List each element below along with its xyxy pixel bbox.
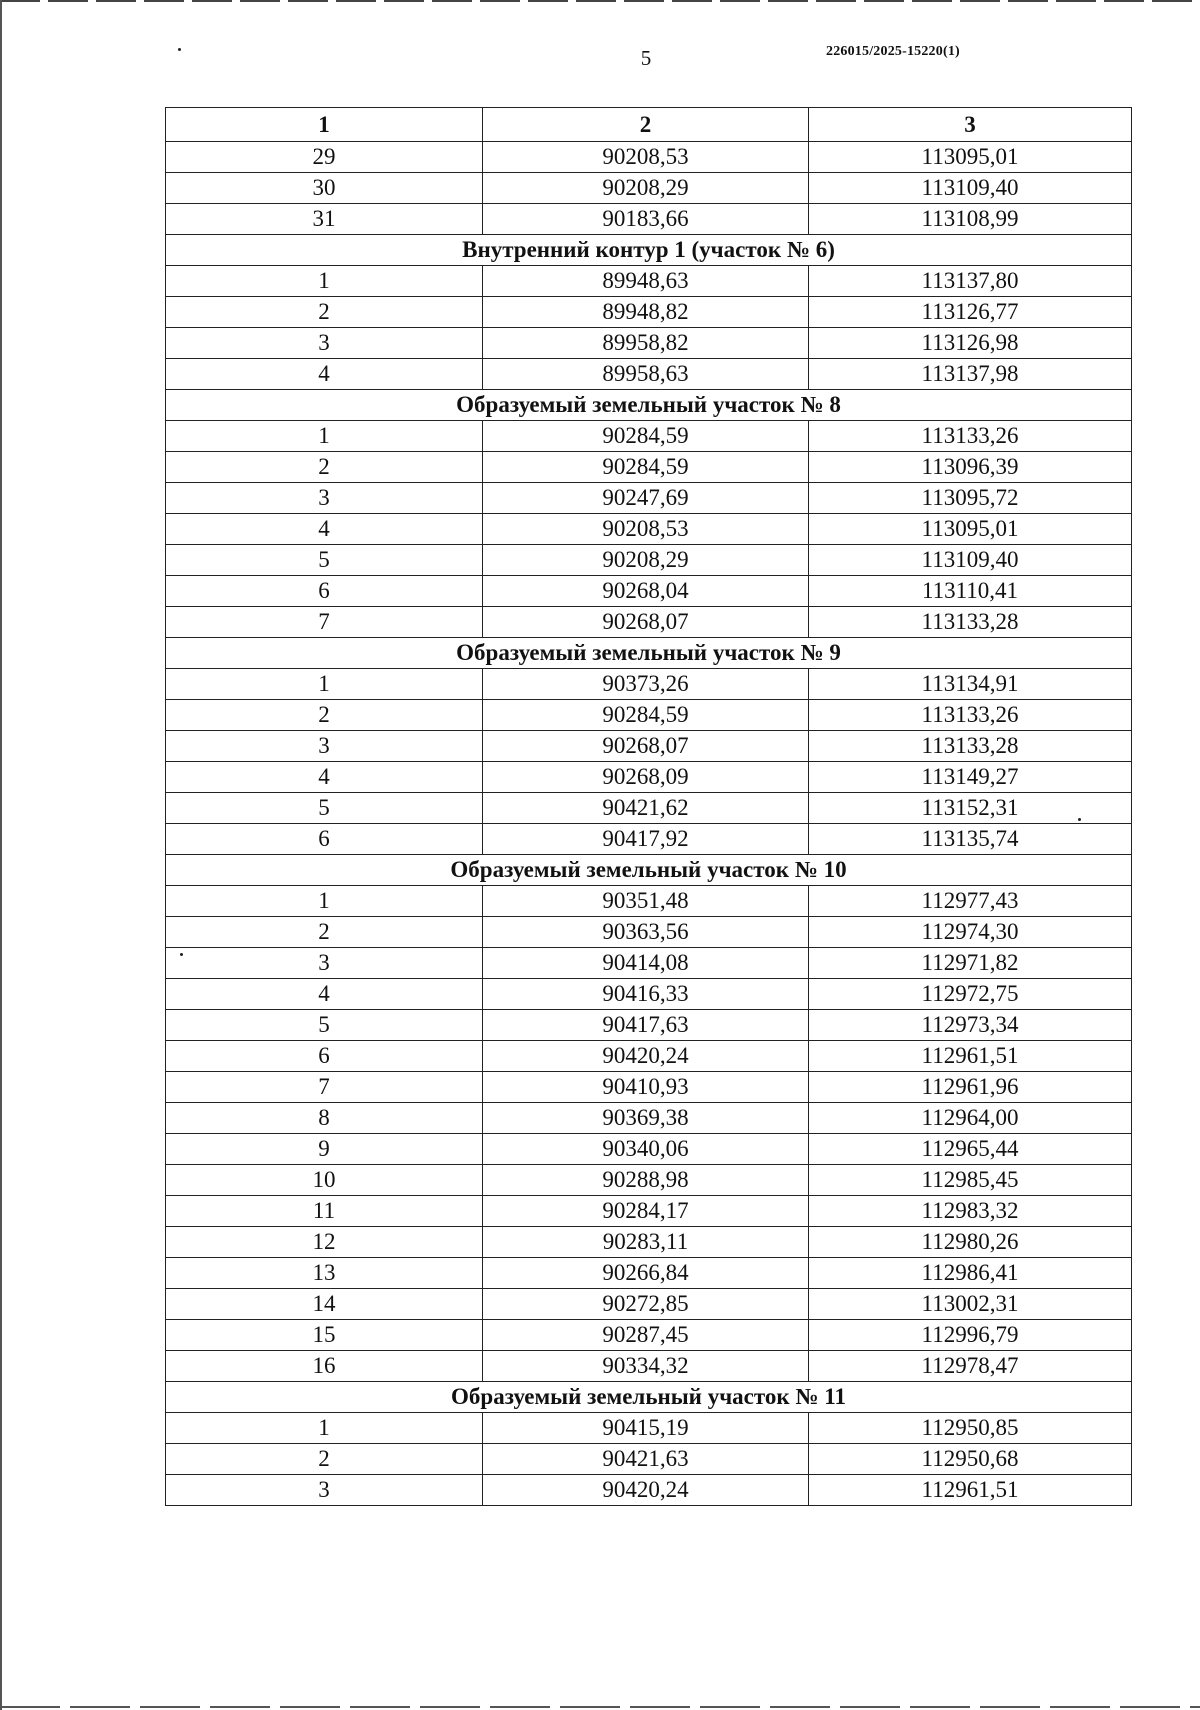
- table-row: [166, 1165, 1132, 1196]
- point-number-cell: 31: [166, 204, 483, 235]
- point-number-cell: 6: [166, 1041, 483, 1072]
- x-coordinate-cell: 89948,82: [483, 297, 809, 328]
- coordinates-table-body: [166, 108, 1132, 1506]
- point-number-cell: 15: [166, 1320, 483, 1351]
- x-coordinate-cell: 89958,63: [483, 359, 809, 390]
- column-header: 1: [166, 108, 483, 142]
- x-coordinate-cell: 90284,59: [483, 452, 809, 483]
- point-number-cell: 5: [166, 1010, 483, 1041]
- x-coordinate-cell: 90340,06: [483, 1134, 809, 1165]
- y-coordinate-cell: 113137,80: [809, 266, 1132, 297]
- table-row: [166, 421, 1132, 452]
- document-reference: 226015/2025-15220(1): [826, 44, 960, 59]
- point-number-cell: 13: [166, 1258, 483, 1289]
- y-coordinate-cell: 112961,96: [809, 1072, 1132, 1103]
- table-row: [166, 1196, 1132, 1227]
- table-row: [166, 328, 1132, 359]
- point-number-cell: 5: [166, 793, 483, 824]
- scan-left-edge: [0, 0, 2, 1710]
- page-number: 5: [640, 46, 652, 70]
- section-title-row: [166, 855, 1132, 886]
- table-row: [166, 1258, 1132, 1289]
- table-row: [166, 576, 1132, 607]
- table-row: [166, 1444, 1132, 1475]
- section-title-row: [166, 638, 1132, 669]
- x-coordinate-cell: 90415,19: [483, 1413, 809, 1444]
- y-coordinate-cell: 112996,79: [809, 1320, 1132, 1351]
- point-number-cell: 6: [166, 824, 483, 855]
- y-coordinate-cell: 112980,26: [809, 1227, 1132, 1258]
- x-coordinate-cell: 90417,92: [483, 824, 809, 855]
- x-coordinate-cell: 90369,38: [483, 1103, 809, 1134]
- y-coordinate-cell: 112964,00: [809, 1103, 1132, 1134]
- y-coordinate-cell: 113152,31: [809, 793, 1132, 824]
- x-coordinate-cell: 90421,62: [483, 793, 809, 824]
- y-coordinate-cell: 113095,01: [809, 514, 1132, 545]
- column-header: 2: [483, 108, 809, 142]
- point-number-cell: 4: [166, 514, 483, 545]
- y-coordinate-cell: 113126,98: [809, 328, 1132, 359]
- table-header-row: [166, 108, 1132, 142]
- y-coordinate-cell: 113126,77: [809, 297, 1132, 328]
- x-coordinate-cell: 90208,29: [483, 545, 809, 576]
- table-row: [166, 204, 1132, 235]
- table-row: [166, 607, 1132, 638]
- x-coordinate-cell: 90272,85: [483, 1289, 809, 1320]
- point-number-cell: 2: [166, 452, 483, 483]
- point-number-cell: 3: [166, 731, 483, 762]
- x-coordinate-cell: 90183,66: [483, 204, 809, 235]
- x-coordinate-cell: 89958,82: [483, 328, 809, 359]
- y-coordinate-cell: 113134,91: [809, 669, 1132, 700]
- y-coordinate-cell: 112950,68: [809, 1444, 1132, 1475]
- point-number-cell: 1: [166, 421, 483, 452]
- point-number-cell: 16: [166, 1351, 483, 1382]
- y-coordinate-cell: 112977,43: [809, 886, 1132, 917]
- section-title-row: [166, 235, 1132, 266]
- scan-bottom-edge: [0, 1706, 1200, 1708]
- table-row: [166, 886, 1132, 917]
- coordinates-table: [165, 107, 1132, 1506]
- x-coordinate-cell: 90268,07: [483, 731, 809, 762]
- y-coordinate-cell: 113133,26: [809, 700, 1132, 731]
- x-coordinate-cell: 90420,24: [483, 1475, 809, 1506]
- table-row: [166, 824, 1132, 855]
- table-row: [166, 1475, 1132, 1506]
- y-coordinate-cell: 112950,85: [809, 1413, 1132, 1444]
- table-row: [166, 1041, 1132, 1072]
- y-coordinate-cell: 112978,47: [809, 1351, 1132, 1382]
- table-row: [166, 173, 1132, 204]
- y-coordinate-cell: 113133,28: [809, 607, 1132, 638]
- table-row: [166, 297, 1132, 328]
- x-coordinate-cell: 90417,63: [483, 1010, 809, 1041]
- table-row: [166, 762, 1132, 793]
- y-coordinate-cell: 112961,51: [809, 1475, 1132, 1506]
- section-title: Образуемый земельный участок № 11: [166, 1382, 1132, 1413]
- y-coordinate-cell: 112973,34: [809, 1010, 1132, 1041]
- y-coordinate-cell: 112972,75: [809, 979, 1132, 1010]
- table-row: [166, 1320, 1132, 1351]
- x-coordinate-cell: 90420,24: [483, 1041, 809, 1072]
- y-coordinate-cell: 113137,98: [809, 359, 1132, 390]
- y-coordinate-cell: 113133,26: [809, 421, 1132, 452]
- table-row: [166, 483, 1132, 514]
- point-number-cell: 10: [166, 1165, 483, 1196]
- point-number-cell: 4: [166, 979, 483, 1010]
- x-coordinate-cell: 90266,84: [483, 1258, 809, 1289]
- x-coordinate-cell: 90247,69: [483, 483, 809, 514]
- table-row: [166, 1351, 1132, 1382]
- point-number-cell: 14: [166, 1289, 483, 1320]
- table-row: [166, 514, 1132, 545]
- table-row: [166, 1413, 1132, 1444]
- x-coordinate-cell: 90334,32: [483, 1351, 809, 1382]
- y-coordinate-cell: 112985,45: [809, 1165, 1132, 1196]
- table-row: [166, 1134, 1132, 1165]
- x-coordinate-cell: 90414,08: [483, 948, 809, 979]
- point-number-cell: 2: [166, 917, 483, 948]
- table-row: [166, 731, 1132, 762]
- table-row: [166, 917, 1132, 948]
- y-coordinate-cell: 113109,40: [809, 545, 1132, 576]
- point-number-cell: 9: [166, 1134, 483, 1165]
- point-number-cell: 3: [166, 948, 483, 979]
- point-number-cell: 7: [166, 607, 483, 638]
- x-coordinate-cell: 90421,63: [483, 1444, 809, 1475]
- x-coordinate-cell: 89948,63: [483, 266, 809, 297]
- y-coordinate-cell: 113133,28: [809, 731, 1132, 762]
- x-coordinate-cell: 90208,53: [483, 142, 809, 173]
- point-number-cell: 7: [166, 1072, 483, 1103]
- point-number-cell: 12: [166, 1227, 483, 1258]
- x-coordinate-cell: 90283,11: [483, 1227, 809, 1258]
- y-coordinate-cell: 113110,41: [809, 576, 1132, 607]
- x-coordinate-cell: 90268,07: [483, 607, 809, 638]
- x-coordinate-cell: 90268,04: [483, 576, 809, 607]
- x-coordinate-cell: 90284,59: [483, 421, 809, 452]
- y-coordinate-cell: 112961,51: [809, 1041, 1132, 1072]
- section-title-row: [166, 1382, 1132, 1413]
- table-row: [166, 948, 1132, 979]
- table-row: [166, 1072, 1132, 1103]
- x-coordinate-cell: 90284,59: [483, 700, 809, 731]
- table-row: [166, 669, 1132, 700]
- point-number-cell: 3: [166, 1475, 483, 1506]
- point-number-cell: 5: [166, 545, 483, 576]
- y-coordinate-cell: 113002,31: [809, 1289, 1132, 1320]
- y-coordinate-cell: 113135,74: [809, 824, 1132, 855]
- point-number-cell: 30: [166, 173, 483, 204]
- y-coordinate-cell: 112974,30: [809, 917, 1132, 948]
- point-number-cell: 3: [166, 483, 483, 514]
- y-coordinate-cell: 113149,27: [809, 762, 1132, 793]
- table-row: [166, 266, 1132, 297]
- table-row: [166, 1103, 1132, 1134]
- section-title: Образуемый земельный участок № 8: [166, 390, 1132, 421]
- table-row: [166, 1227, 1132, 1258]
- y-coordinate-cell: 113095,72: [809, 483, 1132, 514]
- y-coordinate-cell: 113108,99: [809, 204, 1132, 235]
- scan-top-edge: [0, 0, 1200, 2]
- x-coordinate-cell: 90373,26: [483, 669, 809, 700]
- section-title: Образуемый земельный участок № 10: [166, 855, 1132, 886]
- x-coordinate-cell: 90410,93: [483, 1072, 809, 1103]
- x-coordinate-cell: 90363,56: [483, 917, 809, 948]
- section-title: Внутренний контур 1 (участок № 6): [166, 235, 1132, 266]
- table-row: [166, 359, 1132, 390]
- point-number-cell: 29: [166, 142, 483, 173]
- point-number-cell: 2: [166, 1444, 483, 1475]
- point-number-cell: 2: [166, 700, 483, 731]
- y-coordinate-cell: 112965,44: [809, 1134, 1132, 1165]
- section-title: Образуемый земельный участок № 9: [166, 638, 1132, 669]
- x-coordinate-cell: 90416,33: [483, 979, 809, 1010]
- section-title-row: [166, 390, 1132, 421]
- table-row: [166, 700, 1132, 731]
- point-number-cell: 4: [166, 762, 483, 793]
- x-coordinate-cell: 90284,17: [483, 1196, 809, 1227]
- point-number-cell: 11: [166, 1196, 483, 1227]
- x-coordinate-cell: 90268,09: [483, 762, 809, 793]
- x-coordinate-cell: 90351,48: [483, 886, 809, 917]
- y-coordinate-cell: 113109,40: [809, 173, 1132, 204]
- point-number-cell: 1: [166, 266, 483, 297]
- point-number-cell: 8: [166, 1103, 483, 1134]
- point-number-cell: 1: [166, 669, 483, 700]
- y-coordinate-cell: 112971,82: [809, 948, 1132, 979]
- y-coordinate-cell: 112983,32: [809, 1196, 1132, 1227]
- y-coordinate-cell: 113095,01: [809, 142, 1132, 173]
- point-number-cell: 2: [166, 297, 483, 328]
- table-row: [166, 142, 1132, 173]
- table-row: [166, 793, 1132, 824]
- table-row: [166, 1289, 1132, 1320]
- y-coordinate-cell: 112986,41: [809, 1258, 1132, 1289]
- x-coordinate-cell: 90288,98: [483, 1165, 809, 1196]
- table-row: [166, 979, 1132, 1010]
- table-row: [166, 1010, 1132, 1041]
- x-coordinate-cell: 90287,45: [483, 1320, 809, 1351]
- point-number-cell: 1: [166, 886, 483, 917]
- x-coordinate-cell: 90208,53: [483, 514, 809, 545]
- point-number-cell: 3: [166, 328, 483, 359]
- column-header: 3: [809, 108, 1132, 142]
- y-coordinate-cell: 113096,39: [809, 452, 1132, 483]
- point-number-cell: 1: [166, 1413, 483, 1444]
- point-number-cell: 6: [166, 576, 483, 607]
- x-coordinate-cell: 90208,29: [483, 173, 809, 204]
- table-row: [166, 545, 1132, 576]
- point-number-cell: 4: [166, 359, 483, 390]
- table-row: [166, 452, 1132, 483]
